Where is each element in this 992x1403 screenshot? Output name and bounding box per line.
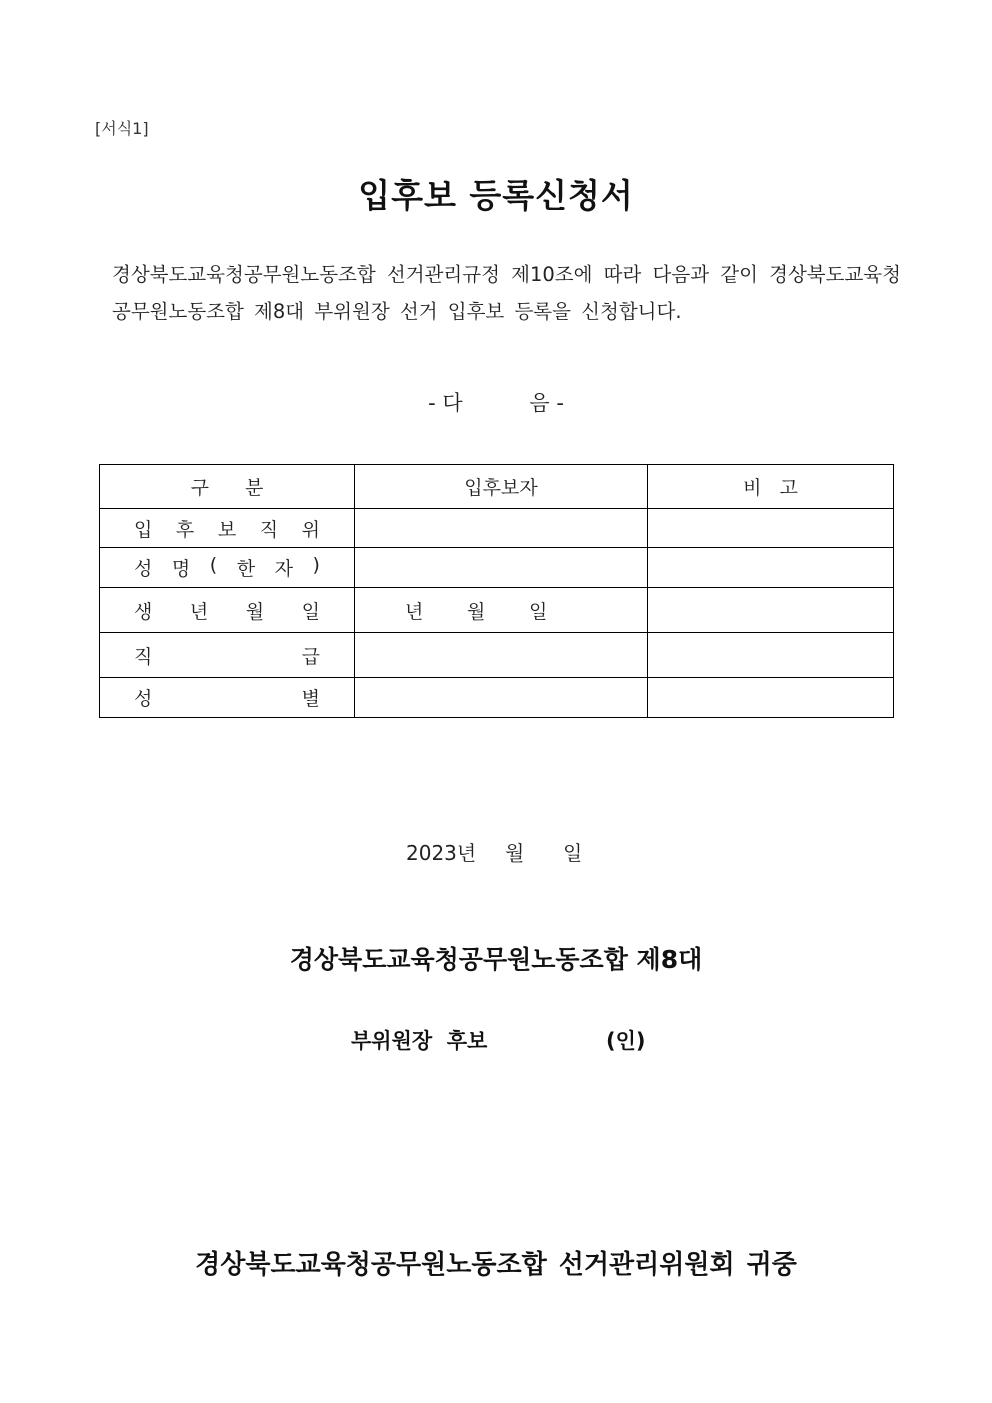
label-char: 성 (134, 688, 153, 710)
gender-value-cell[interactable] (355, 678, 648, 718)
next-heading: - 다 음 - (428, 391, 564, 415)
birthdate-remarks-cell[interactable] (648, 588, 894, 633)
application-date (406, 837, 582, 866)
label-char: 월 (245, 600, 265, 623)
label-char: 일 (301, 600, 320, 623)
label-char: 성 (134, 558, 153, 580)
label-char: 명 (171, 558, 191, 580)
table-row (100, 588, 894, 633)
birth-year-unit: 년 (405, 600, 424, 623)
table-row (100, 509, 894, 548)
label-char: 입 (134, 518, 153, 541)
label-char: 위 (301, 518, 320, 541)
addressee: 경상북도교육청공무원노동조합 선거관리위원회 귀중 (195, 1250, 797, 1280)
label-char: 한 (236, 558, 256, 580)
row-label-name (100, 548, 355, 588)
gender-remarks-cell[interactable] (648, 678, 894, 718)
date-year: 2023년 (406, 841, 477, 865)
candidate-signature-line (351, 1025, 645, 1055)
label-char: 년 (189, 600, 209, 623)
row-label-gender (100, 678, 355, 718)
label-char: 직 (134, 645, 153, 668)
label-char: 후 (175, 518, 195, 541)
position-remarks-cell[interactable] (648, 509, 894, 548)
intro-line-2: 공무원노동조합 제8대 부위원장 선거 입후보 등록을 신청합니다. (112, 300, 682, 323)
header-remarks-char: 비 (743, 477, 762, 499)
header-remarks-char: 고 (779, 477, 798, 499)
position-value-cell[interactable] (355, 509, 648, 548)
table-row (100, 548, 894, 588)
label-char: 별 (301, 688, 320, 710)
birthdate-value-cell[interactable] (355, 588, 648, 633)
name-value-cell[interactable] (355, 548, 648, 588)
label-char: 자 (274, 558, 293, 580)
header-category (100, 465, 355, 509)
date-month: 월 (505, 841, 525, 865)
header-category-char: 구 (190, 477, 209, 499)
intro-line-1: 경상북도교육청공무원노동조합 선거관리규정 제10조에 따라 다음과 같이 경상북도교육청 (112, 263, 901, 286)
header-category-char: 분 (245, 477, 264, 499)
header-remarks (648, 465, 894, 509)
label-char: 급 (301, 645, 320, 668)
table-row (100, 633, 894, 678)
birth-month-unit: 월 (467, 600, 486, 623)
grade-remarks-cell[interactable] (648, 633, 894, 678)
document-title: 입후보 등록신청서 (358, 176, 634, 215)
candidate-info-table (99, 464, 894, 718)
union-name: 경상북도교육청공무원노동조합 제8대 (289, 945, 703, 974)
label-char: ( (209, 554, 218, 576)
form-number: [서식1] (95, 119, 149, 138)
row-label-grade (100, 633, 355, 678)
intro-paragraph (112, 256, 912, 330)
birth-day-unit: 일 (529, 600, 548, 623)
label-char: 보 (217, 518, 237, 541)
grade-value-cell[interactable] (355, 633, 648, 678)
seal-mark[interactable]: (인) (606, 1029, 646, 1053)
table-header-row (100, 465, 894, 509)
name-remarks-cell[interactable] (648, 548, 894, 588)
row-label-position (100, 509, 355, 548)
candidate-label: 부위원장 후보 (351, 1029, 488, 1053)
row-label-birthdate (100, 588, 355, 633)
label-char: ) (312, 554, 320, 576)
header-candidate: 입후보자 (355, 465, 648, 509)
date-day: 일 (563, 841, 583, 865)
label-char: 직 (259, 518, 279, 541)
table-row (100, 678, 894, 718)
label-char: 생 (134, 600, 153, 623)
